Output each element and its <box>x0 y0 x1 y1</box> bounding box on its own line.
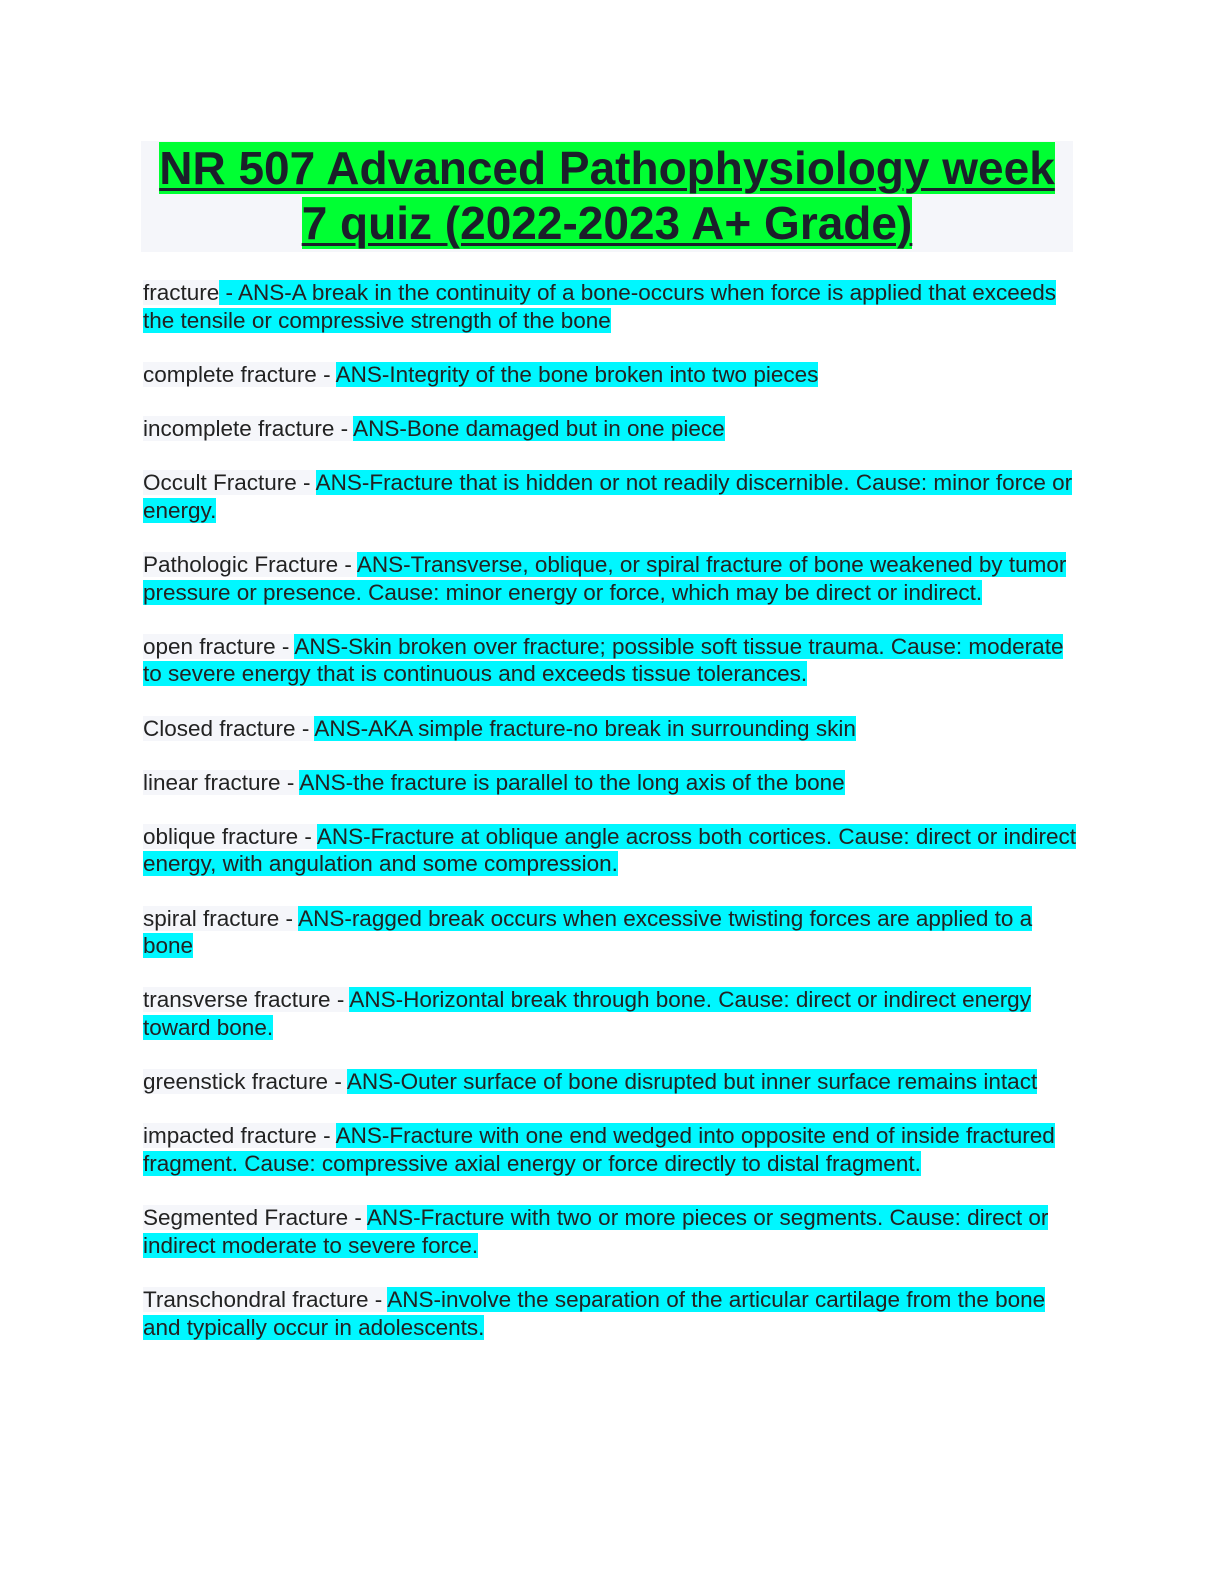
term: Segmented Fracture <box>143 1205 349 1231</box>
list-item <box>143 1286 1083 1341</box>
definition: ANS-Transverse, oblique, or spiral fracture of bone weakened by tumor pressure or presence. Cause: minor energy or force, which may be direct or indirect. <box>143 551 1067 605</box>
list-item <box>143 715 1083 743</box>
list-item <box>143 633 1083 688</box>
separator: - <box>348 1205 367 1231</box>
separator: - <box>280 769 300 795</box>
term: transverse fracture <box>143 987 331 1013</box>
title-text-1: NR 507 Advanced Pathophysiology week <box>159 142 1055 194</box>
list-item <box>143 905 1083 960</box>
definition: ANS-A break in the continuity of a bone-occurs when force is applied that exceeds the tensile or compressive strength of the bone <box>143 280 1057 333</box>
definition: ANS-Integrity of the bone broken into two pieces <box>335 361 819 387</box>
term: open fracture <box>143 633 276 659</box>
separator: - <box>295 715 315 741</box>
term: oblique fracture <box>143 823 299 849</box>
separator: - <box>316 1123 336 1149</box>
separator: - <box>368 1286 388 1312</box>
term: linear fracture <box>143 769 281 795</box>
definition: ANS-Fracture that is hidden or not readily discernible. Cause: minor force or energy. <box>143 470 1073 523</box>
term: impacted fracture <box>143 1123 317 1149</box>
term: fracture <box>143 280 220 305</box>
page-title <box>141 141 1073 252</box>
list-item <box>143 823 1083 878</box>
definition: ANS-Fracture with two or more pieces or segments. Cause: direct or indirect moderate to severe force. <box>143 1205 1049 1258</box>
separator: - <box>296 470 316 496</box>
definition: ANS-Horizontal break through bone. Cause: direct or indirect energy toward bone. <box>143 987 1031 1041</box>
list-item <box>143 986 1083 1041</box>
flashcard-list <box>143 279 1083 1368</box>
definition: ANS-Fracture at oblique angle across both cortices. Cause: direct or indirect energy, with angulation and some compression. <box>143 823 1076 877</box>
list-item <box>143 1122 1083 1177</box>
list-item <box>143 1204 1083 1259</box>
definition: ANS-ragged break occurs when excessive twisting forces are applied to a bone <box>143 905 1033 959</box>
definition: ANS-the fracture is parallel to the long axis of the bone <box>299 769 845 795</box>
term: spiral fracture <box>143 905 280 931</box>
definition: ANS-Fracture with one end wedged into opposite end of inside fractured fragment. Cause: compressive axial energy or force directly to distal fragment. <box>143 1123 1055 1176</box>
title-line-1 <box>141 141 1073 196</box>
separator: - <box>279 905 299 931</box>
term: greenstick fracture <box>143 1069 329 1095</box>
definition: ANS-Skin broken over fracture; possible soft tissue trauma. Cause: moderate to severe energy that is continuous and exceeds tissue tolerances. <box>143 633 1064 687</box>
term: complete fracture <box>143 361 317 387</box>
title-line-2 <box>141 196 1073 251</box>
term: Occult Fracture <box>143 470 297 496</box>
list-item <box>143 769 1083 797</box>
term: incomplete fracture <box>143 415 335 441</box>
title-text-2: 7 quiz (2022-2023 A+ Grade) <box>301 197 913 249</box>
list-item <box>143 279 1083 334</box>
separator: - <box>330 987 350 1013</box>
separator: - <box>275 633 295 659</box>
definition: ANS-Outer surface of bone disrupted but inner surface remains intact <box>346 1069 1038 1095</box>
definition: ANS-Bone damaged but in one piece <box>353 415 725 441</box>
list-item <box>143 415 1083 443</box>
list-item <box>143 1068 1083 1096</box>
separator: - <box>316 361 336 387</box>
definition: ANS-involve the separation of the articular cartilage from the bone and typically occur in adolescents. <box>143 1286 1046 1340</box>
list-item <box>143 361 1083 389</box>
term: Closed fracture <box>143 715 296 741</box>
list-item <box>143 551 1083 606</box>
list-item <box>143 469 1083 524</box>
term: Pathologic Fracture <box>143 551 339 577</box>
separator: - <box>219 280 239 305</box>
separator: - <box>338 551 357 577</box>
separator: - <box>334 415 354 441</box>
separator: - <box>328 1069 347 1095</box>
definition: ANS-AKA simple fracture-no break in surrounding skin <box>314 715 856 741</box>
separator: - <box>298 823 317 849</box>
term: Transchondral fracture <box>143 1286 369 1312</box>
